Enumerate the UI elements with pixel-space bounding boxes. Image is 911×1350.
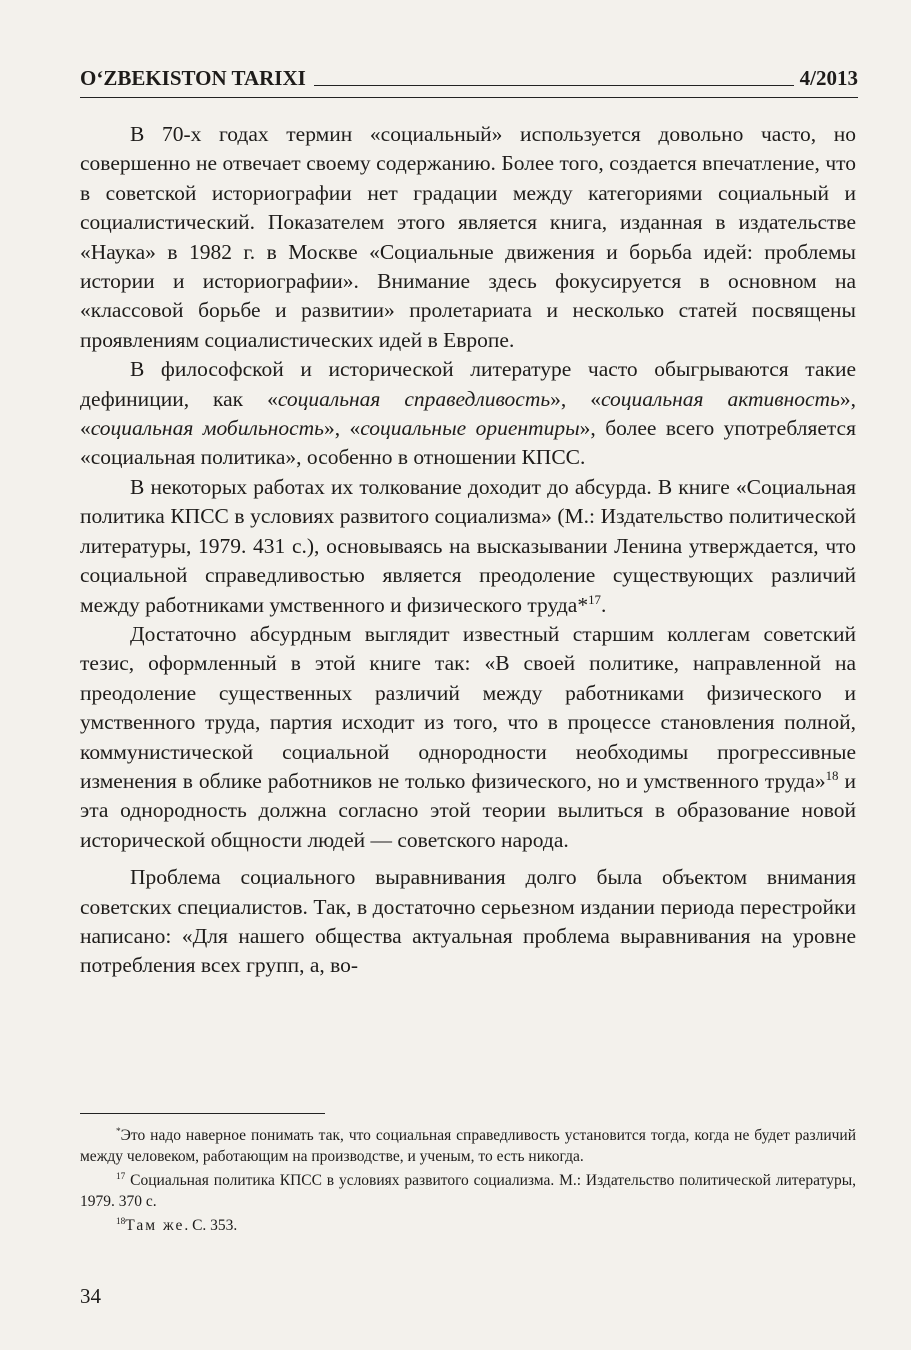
italic-term: социальная справедливость	[277, 386, 551, 411]
paragraph-1	[80, 120, 856, 355]
punctuation: », «	[80, 386, 856, 441]
footnote-text: Социальная политика КПСС в условиях развитого социализма. М.: Издательство политической литературы, 1979. 370 с.	[80, 1172, 856, 1210]
footnote-mark: *	[116, 1126, 121, 1137]
footnote-18	[80, 1215, 856, 1236]
paragraph-3	[80, 473, 856, 620]
paragraph-text: », более всего употребляется «социальная политика», особенно в отношении КПСС.	[80, 416, 856, 470]
italic-term: социальная активность	[600, 386, 840, 411]
footnote-star	[80, 1125, 856, 1167]
footnote-separator	[80, 1113, 325, 1114]
article-body	[80, 120, 856, 981]
header-underline	[80, 97, 858, 98]
italic-term: социальная мобильность	[90, 416, 324, 441]
paragraph-2	[80, 355, 856, 473]
footnote-ref: 18	[825, 768, 839, 783]
running-header	[80, 66, 858, 91]
paragraph-text: и эта однородность должна согласно этой теории вылиться в образование новой исторической общности людей — советского народа.	[80, 768, 856, 852]
paragraph-text: В некоторых работах их толкование доходит до абсурда. В книге «Социальная политика КПСС в условиях развитого социализма» (М.: Издательство политической литературы, 1979. 431 с.), основываясь на высказывании Ленина утверждается, что социальной справедливостью является преодоление существующих различий между работниками умственного и физического труда*	[80, 474, 856, 617]
header-rule	[314, 85, 794, 86]
footnote-mark: 18	[116, 1216, 126, 1227]
paragraph-5	[80, 863, 856, 981]
paragraph-text: Проблема социального выравнивания долго была объектом внимания советских специалистов. Так, в достаточно серьезном издании периода перестройки написано: «Для нашего общества актуальная проблема выравнивания на уровне потребления всех групп, а, во-	[80, 865, 856, 978]
footnotes	[80, 1125, 856, 1239]
paragraph-4	[80, 620, 856, 855]
issue-number: 4/2013	[799, 66, 858, 90]
footnote-text: . С. 353.	[184, 1217, 238, 1234]
punctuation: », «	[550, 386, 601, 411]
page-number: 34	[80, 1284, 101, 1308]
footnote-17	[80, 1170, 856, 1212]
punctuation: », «	[323, 416, 361, 441]
footnote-ibid: Там же	[125, 1217, 185, 1234]
paragraph-text: Достаточно абсурдным выглядит известный старшим коллегам советский тезис, оформленный в этой книге так: «В своей политике, направленной на преодоление существенных различий между работниками физического и умственного труда, партия исходит из того, что в процессе становления полной, коммунистической социальной однородности необходимы прогрессивные изменения в облике работников не только физического, но и умственного труда»	[80, 621, 856, 793]
journal-title: O‘ZBEKISTON TARIXI	[80, 66, 306, 90]
footnote-text: Это надо наверное понимать так, что социальная справедливость установится тогда, когда не будет различий между человеком, работающим на производстве, и ученым, то есть никогда.	[80, 1127, 856, 1165]
italic-term: социальные ориентиры	[360, 416, 580, 441]
paragraph-text: .	[600, 592, 607, 617]
footnote-ref: 17	[588, 592, 601, 607]
paragraph-text: В философской и исторической литературе часто обыгрываются такие дефиниции, как «	[80, 357, 856, 411]
footnote-mark: 17	[116, 1171, 126, 1182]
paragraph-text: В 70-х годах термин «социальный» используется довольно часто, но совершенно не отвечает своему содержанию. Более того, создается впечатление, что в советской историографии нет градации между категориями социальный и социалистический. Показателем этого является книга, изданная в издательстве «Наука» в 1982 г. в Москве «Социальные движения и борьба идей: проблемы истории и историографии». Внимание здесь фокусируется в основном на «классовой борьбе и развитии» пролетариата и несколько статей посвящены проявлениям социалистических идей в Европе.	[80, 122, 856, 352]
